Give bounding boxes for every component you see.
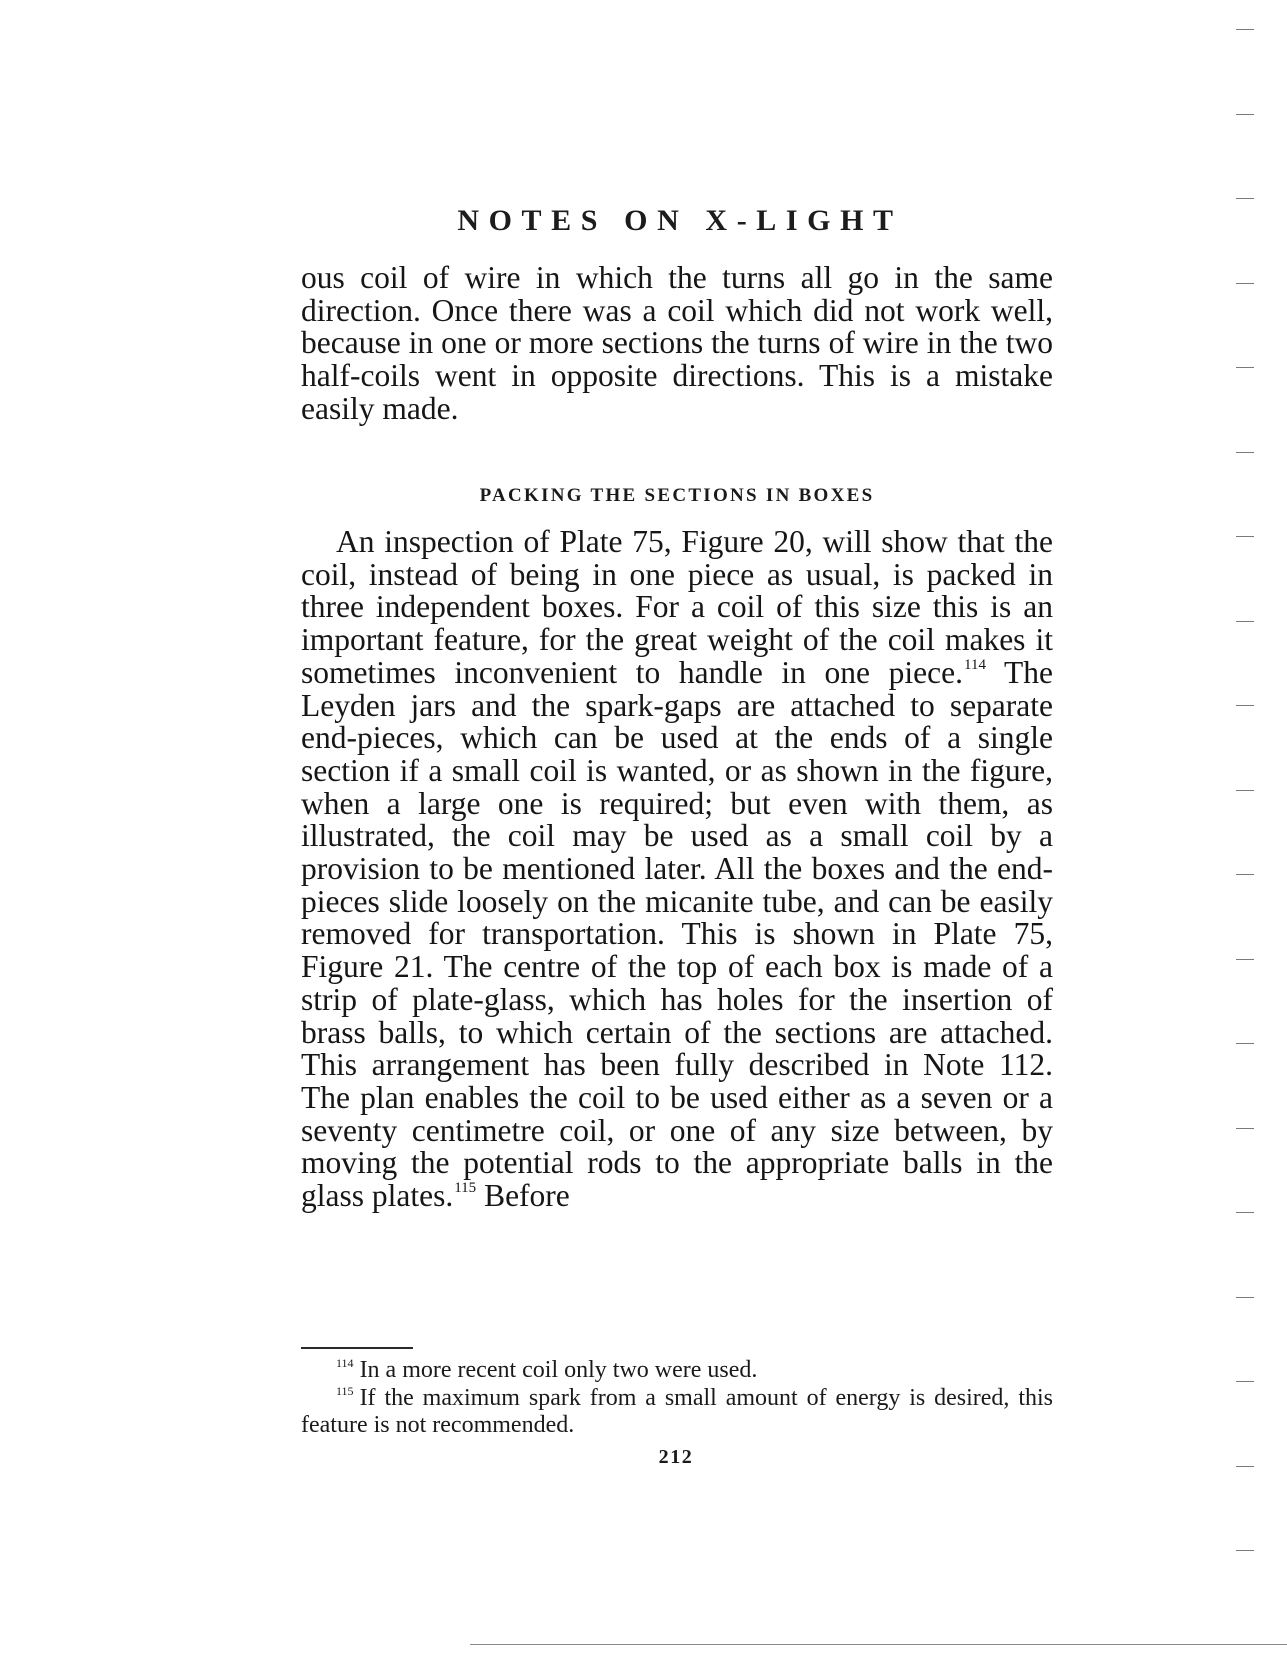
scan-edge-mark <box>1236 283 1254 284</box>
scan-edge-mark <box>1236 790 1254 791</box>
scan-edge-mark <box>1236 621 1254 622</box>
scan-edge-mark <box>1236 29 1254 30</box>
page-number: 212 <box>658 1446 694 1468</box>
paragraph-segment: An inspection of Plate 75, Figure 20, will show that the coil, instead of being in one piece as usual, is packed in three independent boxes. For a coil of this size this is an important feature, for the great weight of the coil makes it sometimes inconvenient to handle in one piece. <box>301 524 1053 690</box>
scan-edge-mark <box>1236 1466 1254 1467</box>
scan-edge-mark <box>1236 959 1254 960</box>
scan-edge-mark <box>1236 1550 1254 1551</box>
paragraph-continued <box>301 262 1053 426</box>
scan-edge-mark <box>1236 114 1254 115</box>
scan-bottom-edge <box>470 1644 1287 1645</box>
scan-edge-mark <box>1236 874 1254 875</box>
section-heading: PACKING THE SECTIONS IN BOXES <box>479 485 875 506</box>
scan-edge-mark <box>1236 198 1254 199</box>
scan-edge-mark <box>1236 1297 1254 1298</box>
scan-edge-mark <box>1236 1043 1254 1044</box>
scan-edge-mark <box>1236 1212 1254 1213</box>
footnote-marker: 114 <box>336 1356 354 1370</box>
footnote <box>301 1385 1053 1440</box>
running-head: NOTES ON X-LIGHT <box>457 204 903 237</box>
paragraph-text: ous coil of wire in which the turns all go in the same direction. Once there was a coil which did not work well, because in one or more sections the turns of wire in the two half-coils went in opposite directions. This is a mistake easily made. <box>301 260 1053 426</box>
footnote-marker: 115 <box>336 1383 354 1398</box>
scan-edge-mark <box>1236 536 1254 537</box>
footnote-text: In a more recent coil only two were used. <box>359 1357 758 1383</box>
footnote-reference: 114 <box>964 656 986 673</box>
scan-edge-mark <box>1236 705 1254 706</box>
footnote <box>301 1357 1053 1385</box>
paragraph-segment: The Leyden jars and the spark-gaps are attached to separate end-pieces, which can be used at the ends of a single section if a small coil is wanted, or as shown in the figure, when a large one is required; but even with them, as illustrated, the coil may be used as a small coil by a provision to be mentioned later. All the boxes and the end-pieces slide loosely on the micanite tube, and can be easily removed for transportation. This is shown in Plate 75, Figure 21. The centre of the top of each box is made of a strip of plate-glass, which has holes for the insertion of brass balls, to which certain of the sections are attached. This arrangement has been fully described in Note 112. The plan enables the coil to be used either as a seven or a seventy centimetre coil, or one of any size between, by moving the potential rods to the appropriate balls in the glass plates. <box>301 654 1053 1214</box>
scan-edge-mark <box>1236 452 1254 453</box>
scan-edge-mark <box>1236 1381 1254 1382</box>
footnote-text: If the maximum spark from a small amount of energy is desired, this feature is not recommended. <box>301 1384 1053 1438</box>
footnote-reference: 115 <box>454 1180 477 1197</box>
footnote-divider <box>301 1347 413 1349</box>
paragraph-text <box>301 526 1053 1213</box>
scan-edge-mark <box>1236 1128 1254 1129</box>
paragraph-main <box>301 526 1053 1213</box>
paragraph-segment: Before <box>476 1178 570 1214</box>
scan-edge-mark <box>1236 367 1254 368</box>
footnotes <box>301 1357 1053 1440</box>
